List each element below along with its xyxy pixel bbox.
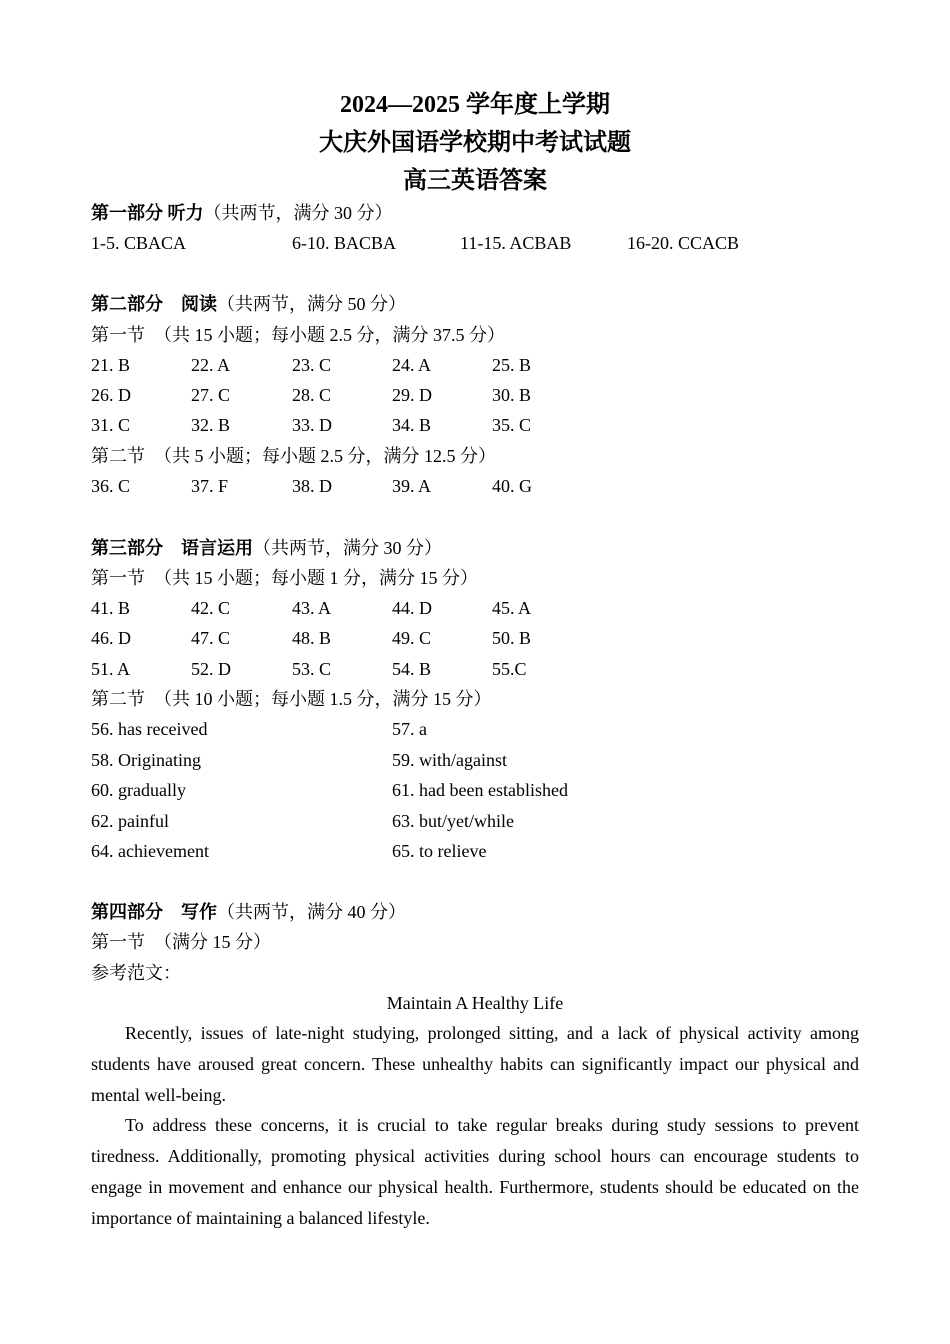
part1-answer: 11-15. ACBAB bbox=[460, 233, 572, 253]
answer-item: 29. D bbox=[392, 385, 432, 405]
answer-item: 55.C bbox=[492, 659, 527, 679]
part4-note: （共两节，满分 40 分） bbox=[217, 902, 406, 922]
essay-paragraph: To address these concerns, it is crucial to take regular breaks during study sessions to prevent tiredness. Additionally, promoting physical activities during school hours can encourage students to engage in movement and enhance our physical health. Furthermore, students should be educated on the importance of maintaining a balanced lifestyle. bbox=[91, 1115, 859, 1228]
answer-item: 57. a bbox=[392, 719, 427, 739]
answer-item: 35. C bbox=[492, 415, 532, 435]
answer-item: 34. B bbox=[392, 415, 432, 435]
answer-item: 52. D bbox=[191, 659, 231, 679]
answer-item: 23. C bbox=[292, 355, 332, 375]
answer-item: 28. C bbox=[292, 385, 332, 405]
answer-item: 22. A bbox=[191, 355, 231, 375]
answer-item: 61. had been established bbox=[392, 780, 568, 800]
answer-item: 50. B bbox=[492, 628, 532, 648]
essay-paragraph: Recently, issues of late-night studying, prolonged sitting, and a lack of physical activity among students have aroused great concern. These unhealthy habits can significantly impact our physical and mental well-being. bbox=[91, 1023, 859, 1105]
sample-essay-label: 参考范文： bbox=[91, 963, 181, 983]
answer-item: 36. C bbox=[91, 476, 131, 496]
part1-answer: 1-5. CBACA bbox=[91, 233, 187, 253]
answer-item: 30. B bbox=[492, 385, 532, 405]
answer-item: 48. B bbox=[292, 628, 332, 648]
answer-item: 54. B bbox=[392, 659, 432, 679]
answer-item: 64. achievement bbox=[91, 841, 209, 861]
part2-section2-label: 第二节 （共 5 小题；每小题 2.5 分，满分 12.5 分） bbox=[91, 446, 496, 466]
part3-heading: 第三部分 语言运用 bbox=[91, 538, 253, 558]
answer-item: 21. B bbox=[91, 355, 131, 375]
answer-item: 47. C bbox=[191, 628, 231, 648]
answer-item: 27. C bbox=[191, 385, 231, 405]
answer-item: 58. Originating bbox=[91, 750, 201, 770]
answer-item: 65. to relieve bbox=[392, 841, 487, 861]
part4-heading: 第四部分 写作 bbox=[91, 902, 217, 922]
part2-header bbox=[91, 292, 406, 316]
part1-answer: 6-10. BACBA bbox=[292, 233, 397, 253]
answer-item: 42. C bbox=[191, 598, 231, 618]
answer-item: 53. C bbox=[292, 659, 332, 679]
title-school-year: 2024—2025 学年度上学期 bbox=[340, 92, 610, 118]
title-answer-key: 高三英语答案 bbox=[403, 168, 547, 194]
answer-item: 56. has received bbox=[91, 719, 208, 739]
part2-note: （共两节，满分 50 分） bbox=[217, 294, 406, 314]
part1-answer: 16-20. CCACB bbox=[627, 233, 740, 253]
essay-title: Maintain A Healthy Life bbox=[386, 993, 564, 1013]
answer-item: 49. C bbox=[392, 628, 432, 648]
part1-note: （共两节，满分 30 分） bbox=[203, 203, 393, 223]
part3-note: （共两节，满分 30 分） bbox=[253, 538, 442, 558]
answer-item: 39. A bbox=[392, 476, 432, 496]
answer-item: 33. D bbox=[292, 415, 332, 435]
part2-section1-label: 第一节 （共 15 小题；每小题 2.5 分，满分 37.5 分） bbox=[91, 325, 505, 345]
answer-item: 41. B bbox=[91, 598, 131, 618]
answer-item: 62. painful bbox=[91, 811, 169, 831]
answer-item: 38. D bbox=[292, 476, 332, 496]
title-exam-name: 大庆外国语学校期中考试试题 bbox=[319, 130, 631, 156]
answer-item: 37. F bbox=[191, 476, 229, 496]
answer-item: 63. but/yet/while bbox=[392, 811, 514, 831]
part4-section1-label: 第一节 （满分 15 分） bbox=[91, 932, 271, 952]
part3-header bbox=[91, 536, 442, 560]
answer-item: 44. D bbox=[392, 598, 432, 618]
answer-item: 25. B bbox=[492, 355, 532, 375]
part2-heading: 第二部分 阅读 bbox=[91, 294, 217, 314]
part3-section2-label: 第二节 （共 10 小题；每小题 1.5 分，满分 15 分） bbox=[91, 689, 492, 709]
answer-item: 46. D bbox=[91, 628, 131, 648]
answer-item: 32. B bbox=[191, 415, 231, 435]
part4-header bbox=[91, 900, 406, 924]
answer-item: 40. G bbox=[492, 476, 532, 496]
part3-section1-label: 第一节 （共 15 小题；每小题 1 分，满分 15 分） bbox=[91, 568, 478, 588]
answer-item: 59. with/against bbox=[392, 750, 507, 770]
answer-item: 45. A bbox=[492, 598, 532, 618]
answer-item: 26. D bbox=[91, 385, 131, 405]
part1-header bbox=[91, 201, 393, 225]
answer-item: 31. C bbox=[91, 415, 131, 435]
answer-item: 24. A bbox=[392, 355, 432, 375]
answer-item: 51. A bbox=[91, 659, 131, 679]
answer-item: 60. gradually bbox=[91, 780, 186, 800]
answer-item: 43. A bbox=[292, 598, 332, 618]
part1-heading: 第一部分 听力 bbox=[91, 203, 204, 223]
